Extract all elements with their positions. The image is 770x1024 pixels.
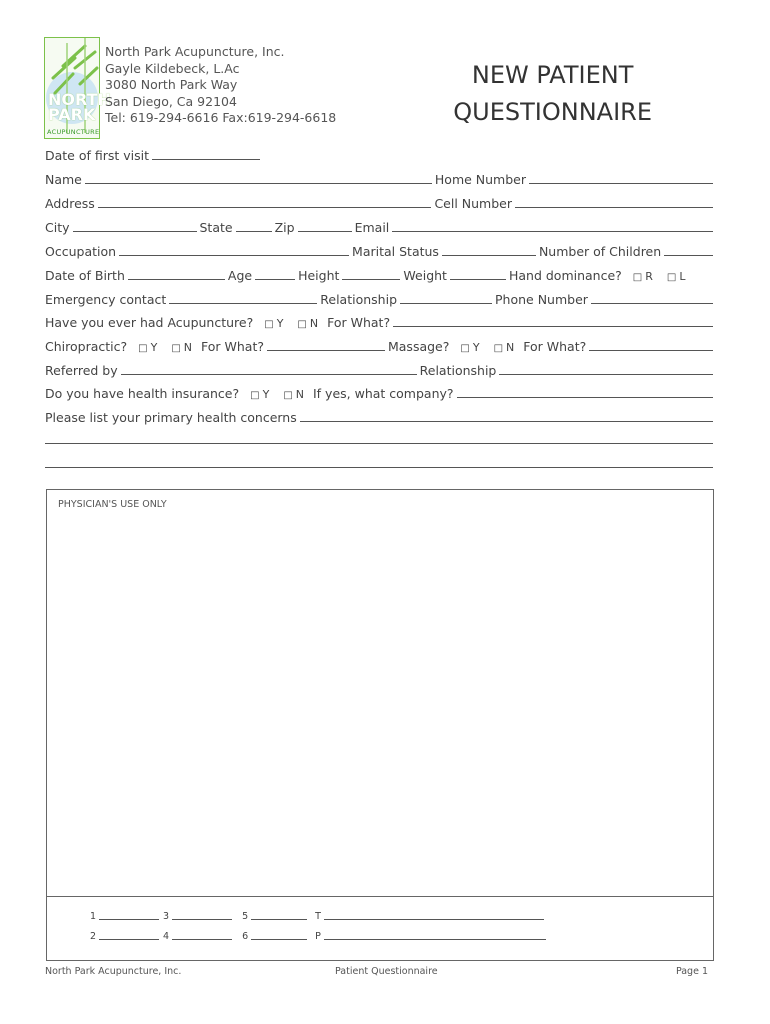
checkbox-chiropractic-no[interactable]: □ N — [171, 341, 192, 354]
field-health-concerns-line-2[interactable] — [45, 443, 713, 444]
physician-field-6[interactable] — [251, 931, 307, 940]
field-age[interactable] — [255, 267, 295, 280]
clinic-contact — [105, 44, 336, 127]
checkbox-acupuncture-yes[interactable]: □ Y — [264, 317, 284, 330]
label-city: City — [45, 220, 70, 235]
label-massage: Massage? — [387, 339, 450, 354]
physician-label-2: 2 — [90, 931, 97, 942]
physician-divider — [46, 896, 714, 897]
field-massage-for-what[interactable] — [589, 338, 713, 351]
checkbox-hand-l[interactable]: □ L — [666, 270, 686, 283]
label-number-children: Number of Children — [538, 244, 662, 259]
physician-use-label: PHYSICIAN'S USE ONLY — [58, 499, 167, 510]
footer-page-number: Page 1 — [675, 966, 708, 977]
clinic-street: 3080 North Park Way — [105, 77, 238, 92]
physician-use-box — [46, 489, 714, 961]
physician-label-5: 5 — [242, 911, 249, 922]
physician-label-p: P — [315, 931, 321, 942]
label-chiropractic: Chiropractic? — [45, 339, 128, 354]
label-marital-status: Marital Status — [352, 244, 439, 259]
field-state[interactable] — [236, 219, 272, 232]
label-referral-relationship: Relationship — [419, 363, 497, 378]
checkbox-massage-yes[interactable]: □ Y — [460, 341, 480, 354]
physician-row-1 — [90, 911, 548, 922]
clinic-city: San Diego, Ca 92104 — [105, 93, 237, 109]
row-acupuncture — [45, 312, 713, 330]
physician-field-4[interactable] — [172, 931, 232, 940]
row-insurance — [45, 383, 713, 401]
field-dob[interactable] — [128, 267, 225, 280]
label-weight: Weight — [403, 268, 447, 283]
checkbox-insurance-no[interactable]: □ N — [283, 388, 304, 401]
field-health-concerns[interactable] — [300, 409, 713, 422]
physician-field-1[interactable] — [99, 911, 159, 920]
physician-label-3: 3 — [163, 911, 170, 922]
label-age: Age — [227, 268, 253, 283]
footer-clinic: North Park Acupuncture, Inc. — [45, 966, 182, 977]
field-acupuncture-for-what[interactable] — [393, 314, 713, 327]
label-dob: Date of Birth — [45, 268, 125, 283]
row-city — [45, 217, 713, 235]
field-relationship[interactable] — [400, 291, 492, 304]
label-zip: Zip — [274, 220, 295, 235]
field-date-first-visit[interactable] — [152, 147, 260, 160]
row-occupation — [45, 241, 713, 259]
checkbox-acupuncture-no[interactable]: □ N — [297, 317, 319, 330]
field-referral-relationship[interactable] — [499, 362, 713, 375]
field-city[interactable] — [73, 219, 197, 232]
row-date-first-visit — [45, 145, 713, 163]
field-name[interactable] — [85, 171, 432, 184]
label-height: Height — [298, 268, 340, 283]
label-occupation: Occupation — [45, 244, 117, 259]
physician-label-t: T — [315, 911, 321, 922]
physician-field-p[interactable] — [324, 931, 546, 940]
checkbox-insurance-yes[interactable]: □ Y — [250, 388, 270, 401]
field-marital-status[interactable] — [442, 243, 536, 256]
label-phone-number: Phone Number — [495, 292, 588, 307]
label-health-concerns: Please list your primary health concerns — [45, 410, 297, 425]
label-email: Email — [354, 220, 390, 235]
physician-field-5[interactable] — [251, 911, 307, 920]
logo-word-park: PARK — [48, 105, 96, 124]
physician-row-2 — [90, 931, 550, 942]
label-address: Address — [45, 196, 95, 211]
checkbox-massage-no[interactable]: □ N — [493, 341, 515, 354]
clinic-logo — [44, 37, 111, 139]
logo-word-acupuncture: ACUPUNCTURE — [47, 128, 100, 136]
row-name — [45, 169, 713, 187]
field-height[interactable] — [342, 267, 400, 280]
field-health-concerns-line-3[interactable] — [45, 467, 713, 468]
field-emergency-contact[interactable] — [169, 291, 317, 304]
field-chiropractic-for-what[interactable] — [267, 338, 385, 351]
physician-label-6: 6 — [242, 931, 249, 942]
footer-doc-title: Patient Questionnaire — [335, 966, 438, 977]
label-massage-for-what: For What? — [523, 339, 587, 354]
field-email[interactable] — [392, 219, 713, 232]
checkbox-chiropractic-yes[interactable]: □ Y — [138, 341, 158, 354]
clinic-phone: Tel: 619-294-6616 Fax:619-294-6618 — [105, 110, 337, 125]
label-insurance: Do you have health insurance? — [45, 386, 240, 401]
field-occupation[interactable] — [119, 243, 349, 256]
label-acupuncture-for-what: For What? — [327, 315, 391, 330]
row-address — [45, 193, 713, 211]
field-referred-by[interactable] — [121, 362, 417, 375]
physician-label-4: 4 — [163, 931, 170, 942]
clinic-name: North Park Acupuncture, Inc. — [105, 44, 285, 59]
label-chiropractic-for-what: For What? — [201, 339, 264, 354]
physician-field-2[interactable] — [99, 931, 159, 940]
field-insurance-company[interactable] — [457, 385, 713, 398]
practitioner-name: Gayle Kildebeck, L.Ac — [105, 60, 240, 76]
row-dob — [45, 265, 713, 283]
field-zip[interactable] — [298, 219, 352, 232]
page-title: NEW PATIENT QUESTIONNAIRE — [453, 61, 652, 126]
label-hand-dominance: Hand dominance? — [508, 268, 622, 283]
label-state: State — [199, 220, 233, 235]
physician-label-1: 1 — [90, 911, 97, 922]
label-name: Name — [45, 172, 82, 187]
row-referred-by — [45, 360, 713, 378]
row-emergency-contact — [45, 289, 713, 307]
checkbox-hand-r[interactable]: □ R — [632, 270, 653, 283]
physician-field-t[interactable] — [324, 911, 544, 920]
field-number-children[interactable] — [664, 243, 713, 256]
label-emergency-contact: Emergency contact — [45, 292, 167, 307]
label-home-number: Home Number — [434, 172, 526, 187]
field-home-number[interactable] — [529, 171, 713, 184]
label-insurance-company: If yes, what company? — [313, 386, 454, 401]
field-address[interactable] — [98, 195, 432, 208]
label-date-first-visit: Date of first visit — [45, 148, 150, 163]
label-cell-number: Cell Number — [434, 196, 512, 211]
field-phone-number[interactable] — [591, 291, 713, 304]
field-weight[interactable] — [450, 267, 506, 280]
row-chiropractic — [45, 336, 713, 354]
physician-field-3[interactable] — [172, 911, 232, 920]
row-health-concerns — [45, 407, 713, 425]
label-relationship: Relationship — [320, 292, 397, 307]
logo-word-north: NORTH — [48, 90, 111, 109]
field-cell-number[interactable] — [515, 195, 713, 208]
label-referred-by: Referred by — [45, 363, 118, 378]
label-acupuncture: Have you ever had Acupuncture? — [45, 315, 254, 330]
